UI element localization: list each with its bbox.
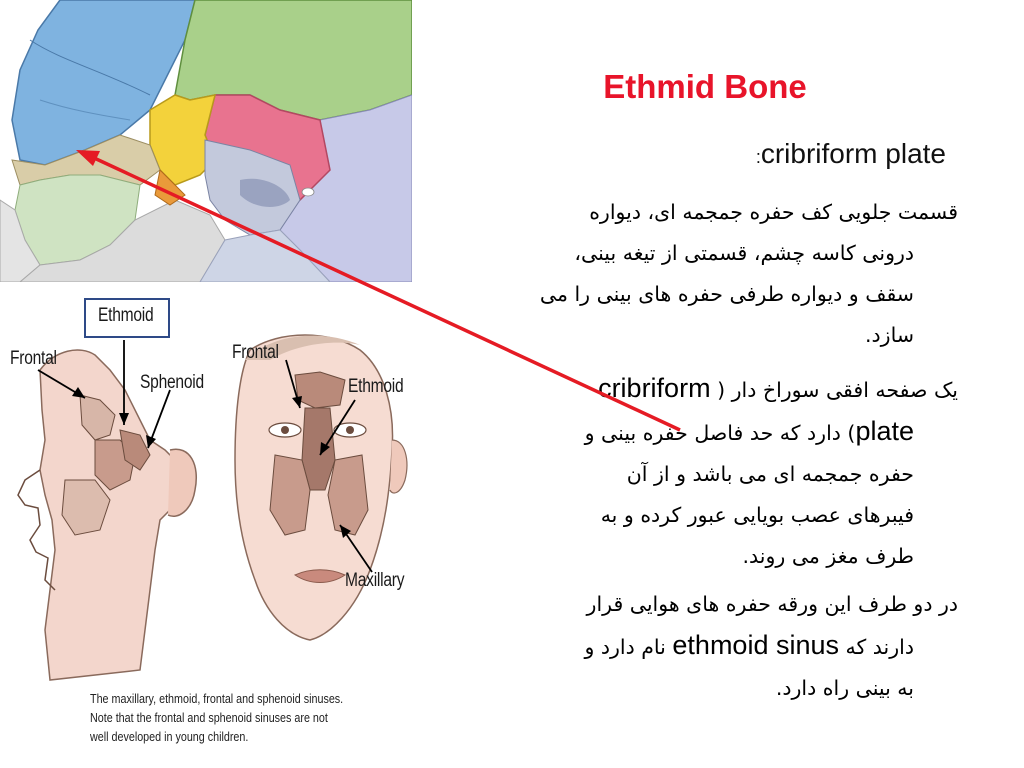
label-maxillary: Maxillary: [345, 570, 405, 591]
paragraph-line: به بینی راه دارد.: [775, 676, 914, 700]
subtitle-colon: :: [755, 147, 761, 167]
paragraph-line: قسمت جلویی کف حفره جمجمه ای، دیواره: [589, 200, 958, 224]
paragraph-text: دارند که: [845, 635, 914, 659]
caption-line: well developed in young children.: [90, 730, 249, 744]
label-ethmoid-right: Ethmoid: [348, 376, 404, 397]
label-sphenoid: Sphenoid: [140, 372, 204, 393]
slide-title: Ethmid Bone: [603, 68, 807, 105]
paragraph-text: یک صفحه افقی سوراخ دار (: [717, 378, 958, 402]
english-term: cribriform: [598, 373, 711, 403]
paragraph-line: طرف مغز می روند.: [742, 544, 914, 568]
paragraph-line: در دو طرف این ورقه حفره های هوایی قرار: [586, 592, 958, 616]
label-frontal-right: Frontal: [232, 342, 279, 363]
subtitle-text: cribriform plate: [760, 138, 946, 169]
caption-line: Note that the frontal and sphenoid sinuses are not: [90, 711, 328, 725]
paragraph-text: نام دارد و: [584, 635, 666, 659]
label-frontal-left: Frontal: [10, 348, 57, 369]
paragraph-line: حفره جمجمه ای می باشد و از آن: [626, 462, 914, 486]
label-ethmoid-boxed: Ethmoid: [98, 305, 154, 326]
english-term: plate: [855, 416, 914, 446]
paragraph-line: درونی کاسه چشم، قسمتی از تیغه بینی،: [574, 241, 914, 265]
caption-line: The maxillary, ethmoid, frontal and sphenoid sinuses.: [90, 692, 344, 706]
paragraph-text: ) دارد که حد فاصل حفره بینی و: [584, 421, 856, 445]
paragraph-line: فیبرهای عصب بویایی عبور کرده و به: [600, 503, 914, 527]
english-term: ethmoid sinus: [672, 630, 839, 660]
paragraph-line: سازد.: [865, 323, 914, 347]
paragraph-line: سقف و دیواره طرفی حفره های بینی را می: [539, 282, 914, 306]
